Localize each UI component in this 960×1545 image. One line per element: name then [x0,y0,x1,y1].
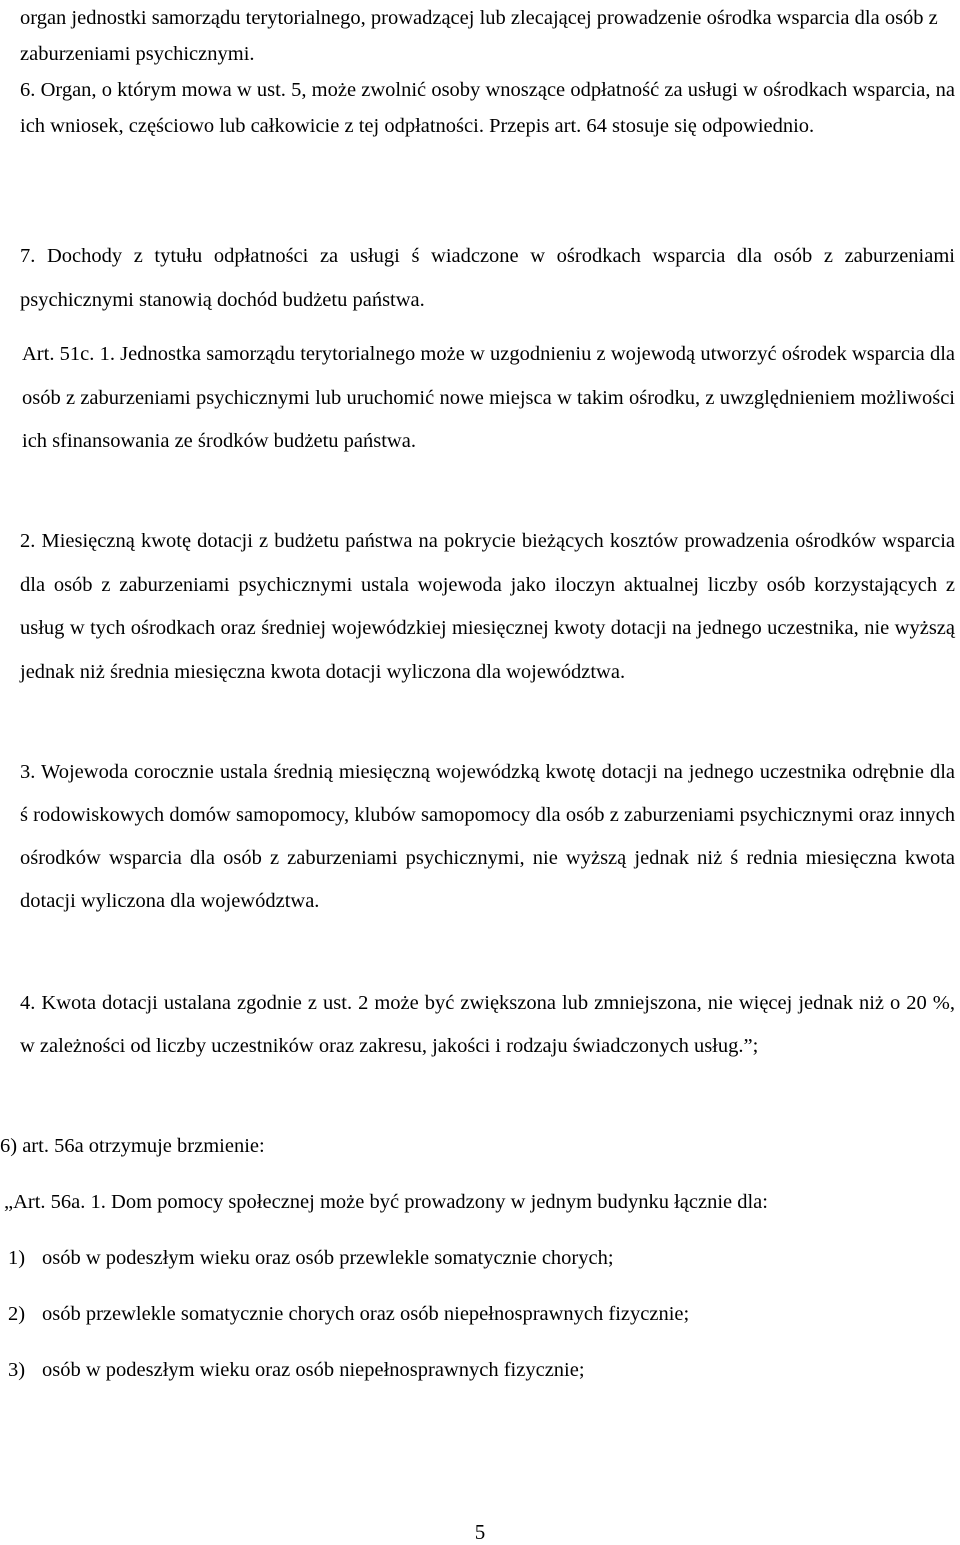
article-56a-line: „Art. 56a. 1. Dom pomocy społecznej może być prowadzony w jednym budynku łącznie dla: [4,1191,768,1213]
list-item [8,1303,689,1326]
list-item-number: 3) [8,1359,26,1381]
amendment-line: 6) art. 56a otrzymuje brzmienie: [0,1135,265,1157]
paragraph-art-51c-3: 3. Wojewoda corocznie ustala średnią miesięczną wojewódzką kwotę dotacji na jednego uczestnika odrębnie dla ś rodowiskowych domów samopomocy, klubów samopomocy dla osób z zaburzeniami psychicznymi oraz innych ośrodków wsparcia dla osób z zaburzeniami psychicznymi, nie wyższą jednak niż ś rednia miesięczna kwota dotacji wyliczona dla województwa. [20,761,955,912]
paragraph-art-51c-4: 4. Kwota dotacji ustalana zgodnie z ust. 2 może być zwiększona lub zmniejszona, nie więcej jednak niż o 20 %, w zależności od liczby uczestników oraz zakresu, jakości i rodzaju świadczonych usług.”; [20,992,955,1057]
list-item-text: osób w podeszłym wieku oraz osób przewlekle somatycznie chorych; [42,1247,614,1269]
paragraph-art-51c-1: Art. 51c. 1. Jednostka samorządu terytorialnego może w uzgodnieniu z wojewodą utworzyć ośrodek wsparcia dla osób z zaburzeniami psychicznymi lub uruchomić nowe miejsca w takim ośrodku, z uwzględnieniem możliwości ich sfinansowania ze środków budżetu państwa. [22,343,955,452]
paragraph-intro: organ jednostki samorządu terytorialnego, prowadzącej lub zlecającej prowadzenie ośrodka wsparcia dla osób z zaburzeniami psychicznymi. [20,7,938,65]
page-number: 5 [474,1520,486,1544]
list-item-text: osób przewlekle somatycznie chorych oraz osób niepełnosprawnych fizycznie; [42,1303,690,1325]
paragraph-ust-7: 7. Dochody z tytułu odpłatności za usługi ś wiadczone w ośrodkach wsparcia dla osób z zaburzeniami psychicznymi stanowią dochód budżetu państwa. [20,245,955,311]
list-item [8,1247,614,1270]
list-item-text: osób w podeszłym wieku oraz osób niepełnosprawnych fizycznie; [42,1359,585,1381]
list-item-number: 1) [8,1247,26,1269]
paragraph-art-51c-2: 2. Miesięczną kwotę dotacji z budżetu państwa na pokrycie bieżących kosztów prowadzenia ośrodków wsparcia dla osób z zaburzeniami psychicznymi ustala wojewoda jako iloczyn aktualnej liczby osób korzystających z usług w tych ośrodkach oraz średniej wojewódzkiej miesięcznej kwoty dotacji na jednego uczestnika, nie wyższą jednak niż średnia miesięczna kwota dotacji wyliczona dla województwa. [20,530,955,683]
list-item [8,1359,585,1382]
list-item-number: 2) [8,1303,26,1325]
paragraph-ust-6: 6. Organ, o którym mowa w ust. 5, może zwolnić osoby wnoszące odpłatność za usługi w ośrodkach wsparcia, na ich wniosek, częściowo lub całkowicie z tej odpłatności. Przepis art. 64 stosuje się odpowiednio. [20,79,955,137]
